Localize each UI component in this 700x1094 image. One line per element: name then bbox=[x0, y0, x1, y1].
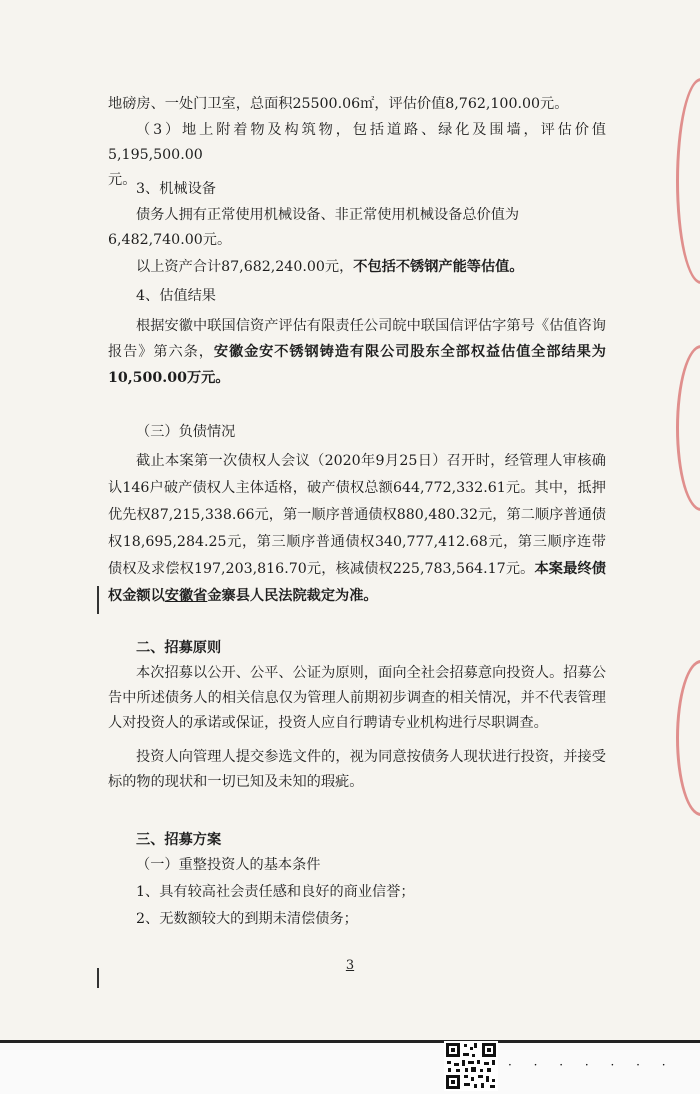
paragraph-valuation: 根据安徽中联国信资产评估有限责任公司皖中联国信评估字第号《估值咨询报告》第六条，安徽金安不锈钢铸造有限公司股东全部权益估值全部结果为10,500.00万元。 bbox=[108, 318, 606, 386]
heading-valuation: 4、估值结果 bbox=[136, 288, 216, 304]
page-number: 3 bbox=[345, 958, 355, 973]
paragraph-machinery: 债务人拥有正常使用机械设备、非正常使用机械设备总价值为 6,482,740.00元。 bbox=[108, 207, 520, 248]
seal-stamp-edge bbox=[676, 345, 700, 511]
text-line: （3）地上附着物及构筑物，包括道路、绿化及围墙，评估价值5,195,500.00 bbox=[108, 122, 606, 163]
paragraph-area bbox=[108, 92, 606, 117]
paragraph-assets-total: 以上资产合计87,682,240.00元，不包括不锈钢产能等估值。 bbox=[136, 259, 524, 275]
paragraph-acceptance: 投资人向管理人提交参选文件的，视为同意按债务人现状进行投资，并接受标的物的现状和一切已知及未知的瑕疵。 bbox=[108, 749, 606, 790]
list-item-condition-1: 1、具有较高社会责任感和良好的商业信誉； bbox=[136, 884, 415, 900]
margin-mark bbox=[97, 968, 99, 988]
text-line: 地磅房、一处门卫室，总面积25500.06㎡，评估价值8,762,100.00元。 bbox=[108, 96, 569, 112]
qr-code-icon bbox=[444, 1041, 498, 1091]
heading-liabilities: （三）负债情况 bbox=[136, 424, 236, 440]
heading-investor-conditions: （一）重整投资人的基本条件 bbox=[136, 857, 321, 873]
paragraph-liabilities: 截止本案第一次债权人会议（2020年9月25日）召开时，经管理人审核确认146户破产债权人主体适格，破产债权总额644,772,332.61元。其中，抵押优先权87,215,338.66元，第一顺序普通债权880,480.32元，第二顺序普通债权18,695,284.25元，第三顺序普通债权340,777,412.68元，第三顺序连带债权及求偿权197,203,816.70元，核减债权225,783,564.17元。本案最终债权金额以安徽省金寨县人民法院裁定为准。 bbox=[108, 453, 606, 604]
margin-mark bbox=[97, 586, 99, 614]
heading-machinery: 3、机械设备 bbox=[136, 181, 216, 197]
heading-plan: 三、招募方案 bbox=[136, 832, 222, 848]
heading-principles: 二、招募原则 bbox=[136, 640, 222, 656]
text-line: 元。 bbox=[108, 172, 137, 188]
seal-stamp-edge bbox=[676, 78, 700, 284]
divider bbox=[0, 1040, 700, 1043]
seal-stamp-edge bbox=[676, 660, 700, 816]
page-indicator-dots: · · · · · · · bbox=[508, 1058, 675, 1072]
paragraph-principles: 本次招募以公开、公平、公证为原则，面向全社会招募意向投资人。招募公告中所述债务人的相关信息仅为管理人前期初步调查的相关情况，并不代表管理人对投资人的承诺或保证，投资人应自行聘请专业机构进行尽职调查。 bbox=[108, 665, 606, 731]
list-item-condition-2: 2、无数额较大的到期未清偿债务； bbox=[136, 911, 358, 927]
